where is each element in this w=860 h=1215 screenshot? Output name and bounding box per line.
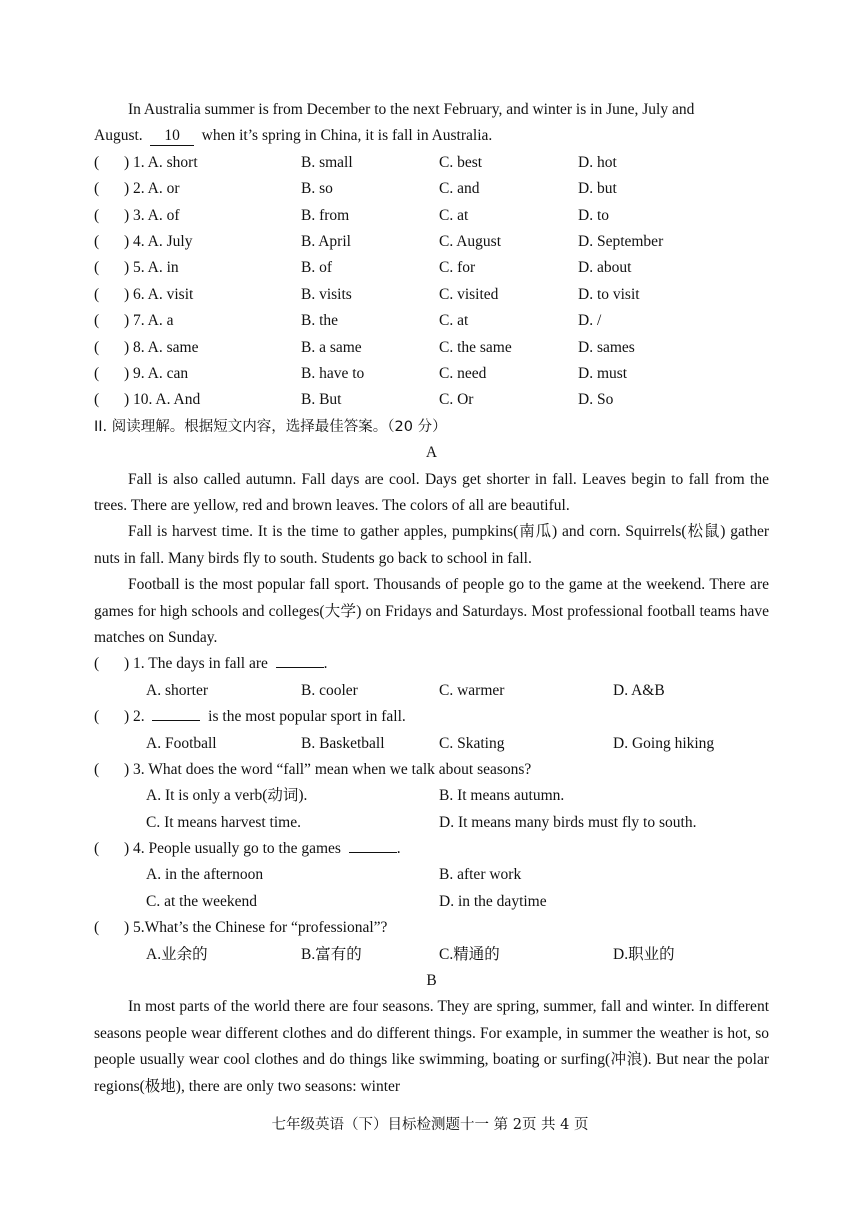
answer-paren[interactable]: ( bbox=[94, 285, 100, 303]
option-c: C. It means harvest time. bbox=[146, 813, 301, 831]
option-b: B. cooler bbox=[301, 681, 358, 699]
option-b: B. after work bbox=[439, 866, 522, 884]
option-d: D. but bbox=[578, 180, 617, 198]
option-b: B. But bbox=[301, 391, 342, 409]
option-c: C. at bbox=[439, 206, 469, 224]
stem-text-end: . bbox=[323, 655, 328, 673]
option-d: D. / bbox=[578, 312, 602, 330]
option-c: C. for bbox=[439, 259, 476, 277]
option-b: B.富有的 bbox=[301, 945, 362, 963]
option-d: D. about bbox=[578, 259, 632, 277]
option-a: ) 8. A. same bbox=[124, 338, 199, 356]
option-c: C. Skating bbox=[439, 734, 505, 752]
reading-question-5 bbox=[94, 915, 769, 941]
answer-paren[interactable]: ( bbox=[94, 338, 100, 356]
passage-label-a: A bbox=[425, 444, 438, 462]
section-title-text: II. 阅读理解。根据短文内容，选择最佳答案。（20 分） bbox=[94, 418, 447, 435]
option-a: ) 9. A. can bbox=[124, 364, 189, 382]
cloze-question bbox=[94, 150, 769, 176]
page-footer: 七年级英语（下）目标检测题十一 第 2页 共 4 页 bbox=[271, 1117, 589, 1133]
answer-paren[interactable]: ( bbox=[94, 312, 100, 330]
option-b: B. It means autumn. bbox=[439, 787, 565, 805]
option-a: ) 4. A. July bbox=[124, 232, 193, 250]
option-c: C. warmer bbox=[439, 681, 505, 699]
cloze-question bbox=[94, 335, 769, 361]
option-b: B. from bbox=[301, 206, 350, 224]
option-d: D. to bbox=[578, 206, 609, 224]
cloze-question bbox=[94, 255, 769, 281]
option-a: ) 3. A. of bbox=[124, 206, 180, 224]
option-d: D. hot bbox=[578, 153, 617, 171]
answer-paren[interactable]: ( bbox=[94, 655, 100, 673]
option-c: C. the same bbox=[439, 338, 512, 356]
stem-text: ) 2. bbox=[124, 708, 145, 726]
stem-text: ) 1. The days in fall are bbox=[124, 655, 268, 673]
options-row bbox=[94, 889, 769, 915]
answer-paren[interactable]: ( bbox=[94, 180, 100, 198]
option-a: A. in the afternoon bbox=[146, 866, 264, 884]
option-d: D. to visit bbox=[578, 285, 640, 303]
stem-text: ) 4. People usually go to the games bbox=[124, 840, 341, 858]
answer-paren[interactable]: ( bbox=[94, 206, 100, 224]
option-b: B. a same bbox=[301, 338, 362, 356]
cloze-blank-10[interactable]: 10 bbox=[150, 127, 194, 146]
passage-label-b: B bbox=[426, 972, 437, 990]
passage-a-para-2: Fall is harvest time. It is the time to gather apples, pumpkins(南瓜) and corn. Squirrels(松鼠) gather nuts in fall. Many birds fly to south. Students go back to school in fall. bbox=[94, 523, 769, 567]
option-b: B. of bbox=[301, 259, 332, 277]
option-d: D. A&B bbox=[613, 681, 665, 699]
fill-blank[interactable] bbox=[152, 706, 200, 721]
option-b: B. the bbox=[301, 312, 339, 330]
option-c: C. at bbox=[439, 312, 469, 330]
option-a: ) 5. A. in bbox=[124, 259, 179, 277]
cloze-question bbox=[94, 361, 769, 387]
option-b: B. visits bbox=[301, 285, 352, 303]
options-row bbox=[94, 731, 769, 757]
answer-paren[interactable]: ( bbox=[94, 391, 100, 409]
cloze-question bbox=[94, 176, 769, 202]
intro-text-1: In Australia summer is from December to the next February, and winter is in June, July and bbox=[128, 101, 695, 118]
option-d: D. Going hiking bbox=[613, 734, 715, 752]
cloze-question bbox=[94, 203, 769, 229]
intro-para-line1 bbox=[94, 97, 769, 123]
answer-paren[interactable]: ( bbox=[94, 919, 100, 937]
option-a: A. shorter bbox=[146, 681, 208, 699]
passage-a-para-1: Fall is also called autumn. Fall days are cool. Days get shorter in fall. Leaves begin to fall from the trees. There are yellow, red and brown leaves. The colors of all are beautiful. bbox=[94, 470, 769, 514]
option-c: C. Or bbox=[439, 391, 474, 409]
question-stem: ) 5.What’s the Chinese for “professional”? bbox=[124, 919, 388, 937]
option-b: B. Basketball bbox=[301, 734, 385, 752]
option-d: D. September bbox=[578, 232, 664, 250]
option-d: D. It means many birds must fly to south. bbox=[439, 813, 697, 831]
option-a: ) 2. A. or bbox=[124, 180, 180, 198]
reading-question-4 bbox=[94, 836, 769, 862]
answer-paren[interactable]: ( bbox=[94, 232, 100, 250]
answer-paren[interactable]: ( bbox=[94, 259, 100, 277]
option-d: D. So bbox=[578, 391, 614, 409]
question-stem bbox=[124, 704, 406, 730]
cloze-question bbox=[94, 387, 769, 413]
option-a: A. Football bbox=[146, 734, 217, 752]
answer-paren[interactable]: ( bbox=[94, 153, 100, 171]
option-c: C. visited bbox=[439, 285, 499, 303]
reading-question-3 bbox=[94, 757, 769, 783]
option-c: C. best bbox=[439, 153, 483, 171]
stem-text-end: is the most popular sport in fall. bbox=[208, 708, 406, 726]
options-row bbox=[94, 942, 769, 968]
options-row bbox=[94, 678, 769, 704]
option-c: C. and bbox=[439, 180, 480, 198]
question-stem bbox=[124, 836, 401, 862]
passage-a-para-3: Football is the most popular fall sport. Thousands of people go to the game at the weekend. There are games for high schools and colleges(大学) on Fridays and Saturdays. Most professional football teams have matches on Sunday. bbox=[94, 576, 769, 646]
cloze-question-list bbox=[94, 150, 769, 414]
option-a: ) 10. A. And bbox=[124, 391, 201, 409]
reading-question-2 bbox=[94, 704, 769, 730]
options-row bbox=[94, 810, 769, 836]
stem-text-end: . bbox=[396, 840, 401, 858]
passage-b-para-1: In most parts of the world there are four seasons. They are spring, summer, fall and winter. In different seasons people wear different clothes and do different things. For example, in summer the weather is hot, so people usually wear cool clothes and do things like swimming, boating or surfing(冲浪). But near the polar regions(极地), there are only two seasons: winter bbox=[94, 998, 769, 1095]
exam-page bbox=[94, 97, 769, 1100]
intro-para-line2 bbox=[94, 123, 769, 149]
option-b: B. small bbox=[301, 153, 353, 171]
option-a: A. It is only a verb(动词). bbox=[146, 787, 308, 805]
reading-question-1 bbox=[94, 651, 769, 677]
option-b: B. April bbox=[301, 232, 351, 250]
fill-blank[interactable] bbox=[349, 838, 397, 853]
option-d: D.职业的 bbox=[613, 945, 675, 963]
reading-question-list bbox=[94, 651, 769, 968]
option-a: A.业余的 bbox=[146, 945, 208, 963]
option-a: ) 1. A. short bbox=[124, 153, 198, 171]
option-d: D. sames bbox=[578, 338, 635, 356]
answer-paren[interactable]: ( bbox=[94, 708, 100, 726]
answer-paren[interactable]: ( bbox=[94, 364, 100, 382]
option-c: C. August bbox=[439, 232, 502, 250]
option-d: D. in the daytime bbox=[439, 892, 547, 910]
intro-text-2b: when it’s spring in China, it is fall in Australia. bbox=[201, 127, 493, 145]
option-a: ) 7. A. a bbox=[124, 312, 174, 330]
option-c: C. need bbox=[439, 364, 487, 382]
options-row bbox=[94, 862, 769, 888]
option-c: C.精通的 bbox=[439, 945, 500, 963]
option-d: D. must bbox=[578, 364, 628, 382]
cloze-question bbox=[94, 229, 769, 255]
cloze-question bbox=[94, 308, 769, 334]
options-row bbox=[94, 783, 769, 809]
option-c: C. at the weekend bbox=[146, 892, 258, 910]
option-a: ) 6. A. visit bbox=[124, 285, 194, 303]
section-title bbox=[94, 414, 769, 440]
option-b: B. so bbox=[301, 180, 333, 198]
fill-blank[interactable] bbox=[276, 653, 324, 668]
intro-text-2a: August. bbox=[94, 127, 143, 145]
cloze-question bbox=[94, 282, 769, 308]
answer-paren[interactable]: ( bbox=[94, 840, 100, 858]
question-stem bbox=[124, 651, 328, 677]
option-b: B. have to bbox=[301, 364, 365, 382]
question-stem: ) 3. What does the word “fall” mean when we talk about seasons? bbox=[124, 760, 532, 778]
answer-paren[interactable]: ( bbox=[94, 760, 100, 778]
